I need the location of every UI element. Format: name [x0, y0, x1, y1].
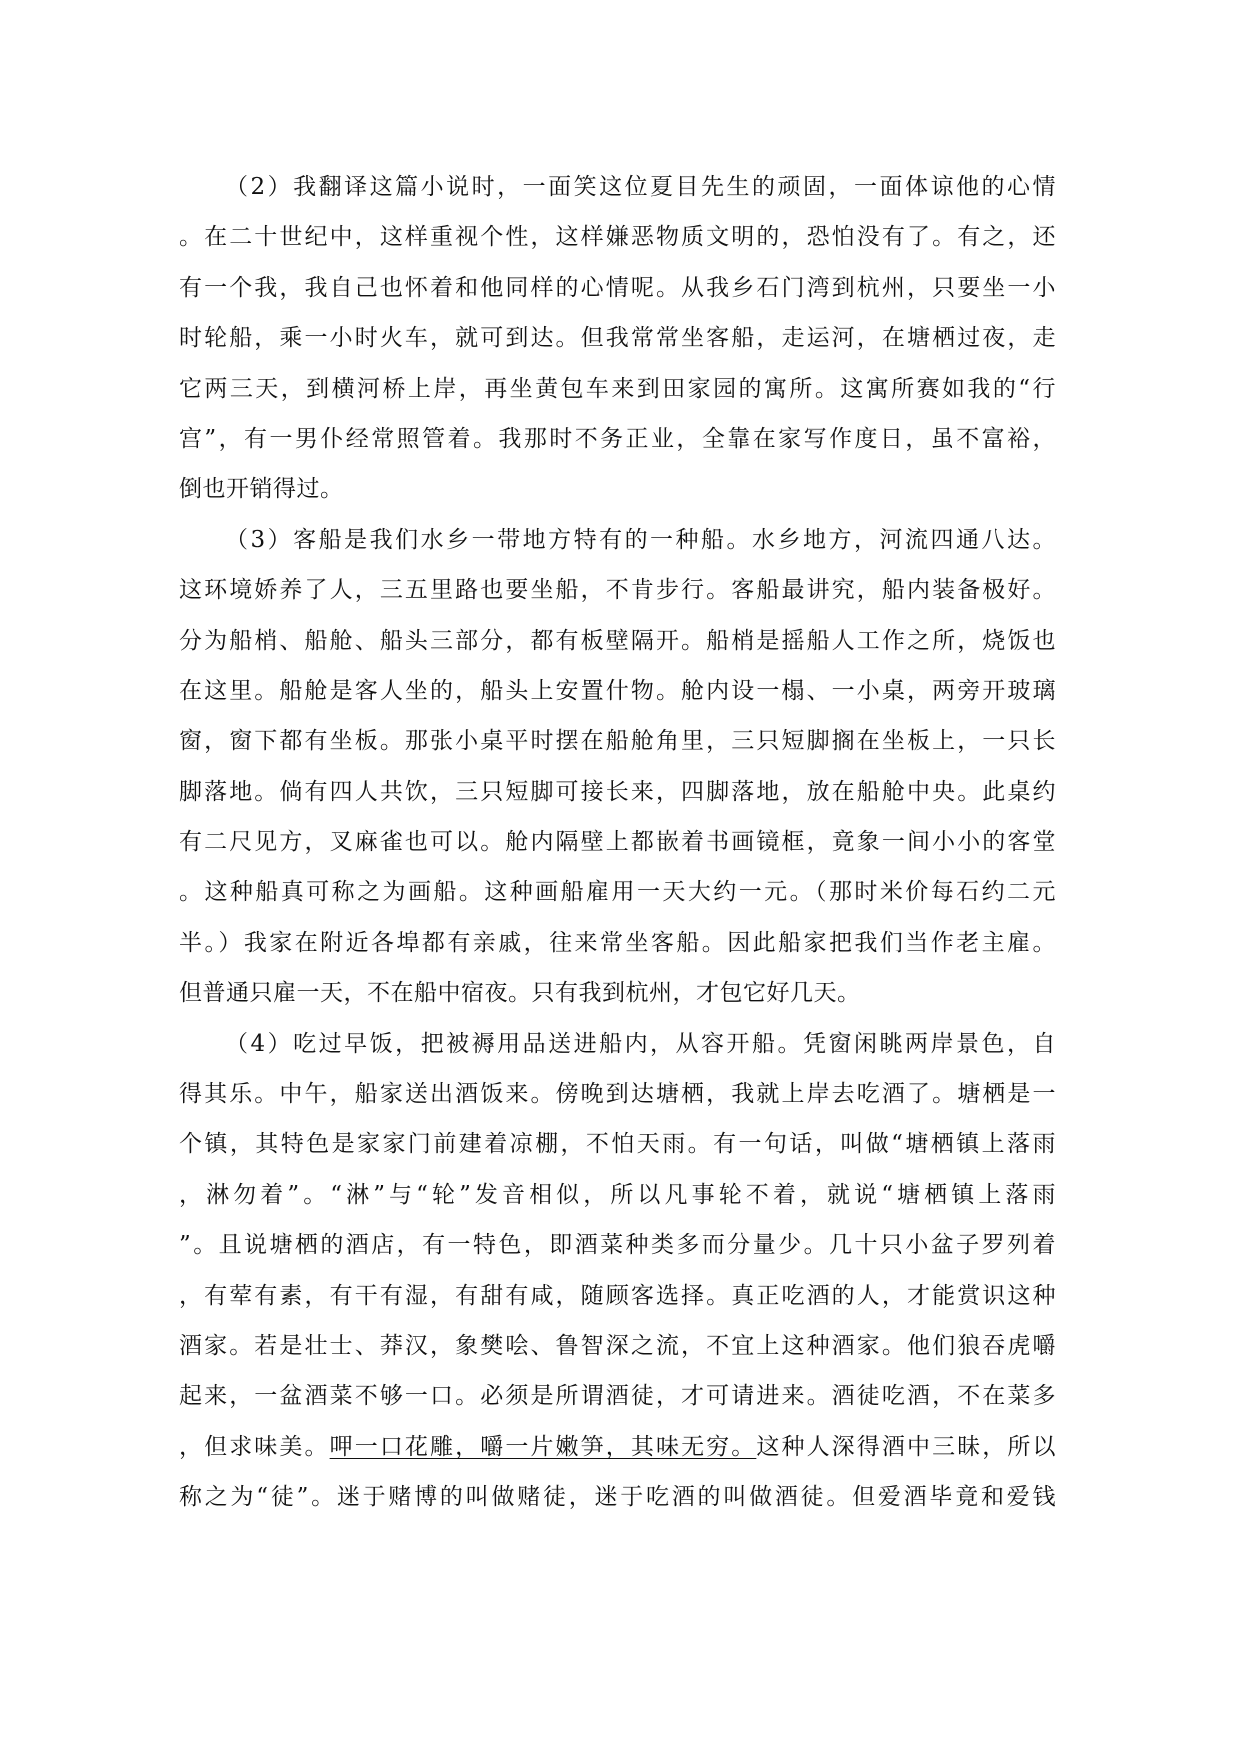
text-line: 这环境娇养了人，三五里路也要坐船，不肯步行。客船最讲究，船内装备极好。 [179, 577, 1056, 604]
text-line: 窗，窗下都有坐板。那张小桌平时摆在船舱角里，三只短脚搁在坐板上，一只长 [179, 728, 1056, 755]
text-line: 半。）我家在附近各埠都有亲戚，往来常坐客船。因此船家把我们当作老主雇。 [179, 929, 1056, 956]
text-line: 倒也开销得过。 [179, 476, 344, 503]
text-segment: 这种人深得酒中三昧，所以 [756, 1433, 1056, 1460]
text-line: 宫”，有一男仆经常照管着。我那时不务正业，全靠在家写作度日，虽不富裕， [179, 425, 1056, 452]
text-line: 脚落地。倘有四人共饮，三只短脚可接长来，四脚落地，放在船舱中央。此桌约 [179, 778, 1056, 805]
text-line: 得其乐。中午，船家送出酒饭来。傍晚到达塘栖，我就上岸去吃酒了。塘栖是一 [179, 1081, 1056, 1108]
underlined-sentence: 呷一口花雕，嚼一片嫩笋，其味无穷。 [329, 1433, 757, 1460]
text-line: 。这种船真可称之为画船。这种画船雇用一天大约一元。（那时米价每石约二元 [179, 879, 1056, 906]
text-line: 个镇，其特色是家家门前建着凉棚，不怕天雨。有一句话，叫做“塘栖镇上落雨 [179, 1131, 1056, 1158]
text-line: 在这里。船舱是客人坐的，船头上安置什物。舱内设一榻、一小桌，两旁开玻璃 [179, 677, 1056, 704]
paragraph-3 [179, 515, 1056, 1019]
text-line: ，有荤有素，有干有湿，有甜有咸，随顾客选择。真正吃酒的人，才能赏识这种 [179, 1282, 1056, 1309]
text-line: 它两三天，到横河桥上岸，再坐黄包车来到田家园的寓所。这寓所赛如我的“行 [179, 375, 1056, 402]
text-line: 酒家。若是壮士、莽汉，象樊哙、鲁智深之流，不宜上这种酒家。他们狼吞虎嚼 [179, 1332, 1056, 1359]
paragraph-4 [179, 1019, 1056, 1523]
text-line: ”。且说塘栖的酒店，有一特色，即酒菜种类多而分量少。几十只小盆子罗列着 [179, 1232, 1056, 1259]
text-line: 时轮船，乘一小时火车，就可到达。但我常常坐客船，走运河，在塘栖过夜，走 [179, 325, 1056, 352]
text-line: （2）我翻译这篇小说时，一面笑这位夏目先生的顽固，一面体谅他的心情 [225, 174, 1056, 200]
text-line: 。在二十世纪中，这样重视个性，这样嫌恶物质文明的，恐怕没有了。有之，还 [179, 224, 1056, 251]
text-line: 但普通只雇一天，不在船中宿夜。只有我到杭州，才包它好几天。 [179, 980, 861, 1007]
text-line: 分为船梢、船舱、船头三部分，都有板壁隔开。船梢是摇船人工作之所，烧饭也 [179, 627, 1056, 654]
text-line: 起来，一盆酒菜不够一口。必须是所谓酒徒，才可请进来。酒徒吃酒，不在菜多 [179, 1383, 1056, 1410]
paragraph-2 [179, 162, 1056, 515]
text-line: ，淋勿着”。“淋”与“轮”发音相似，所以凡事轮不着，就说“塘栖镇上落雨 [179, 1181, 1056, 1208]
text-segment: ，但求味美。 [179, 1433, 330, 1460]
text-line: 有一个我，我自己也怀着和他同样的心情呢。从我乡石门湾到杭州，只要坐一小 [179, 274, 1056, 301]
text-line: 有二尺见方，叉麻雀也可以。舱内隔壁上都嵌着书画镜框，竟象一间小小的客堂 [179, 829, 1056, 856]
text-line: （3）客船是我们水乡一带地方特有的一种船。水乡地方，河流四通八达。 [225, 526, 1056, 553]
text-line-with-underline [179, 1422, 1056, 1472]
text-line: 称之为“徒”。迷于赌博的叫做赌徒，迷于吃酒的叫做酒徒。但爱酒毕竟和爱钱 [179, 1484, 1056, 1511]
body-text [179, 162, 1056, 1523]
text-line: （4）吃过早饭，把被褥用品送进船内，从容开船。凭窗闲眺两岸景色，自 [225, 1030, 1056, 1057]
